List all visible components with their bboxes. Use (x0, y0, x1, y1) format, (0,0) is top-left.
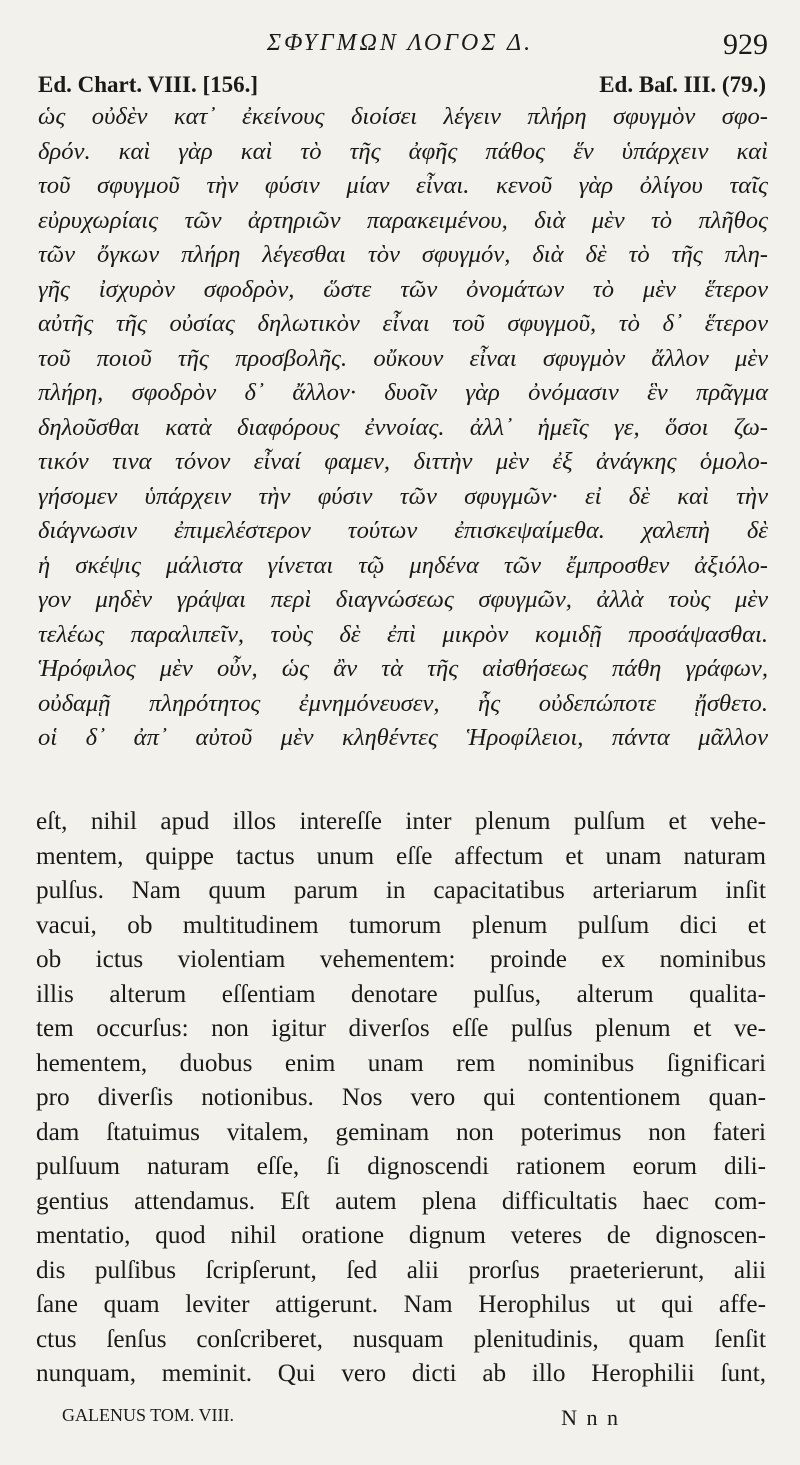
latin-text-line: pulſuum naturam eſſe, ſi dignoscendi rationem eorum dili- (36, 1153, 766, 1180)
greek-text-line: γον μηδὲν γράψαι περὶ διαγνώσεως σφυγμῶν, ἀλλὰ τοὺς μὲν (38, 586, 768, 613)
latin-text-line: pulſus. Nam quum parum in capacitatibus arteriarum inſit (36, 877, 766, 904)
latin-text-block (36, 805, 766, 1392)
latin-text-line: mentem, quippe tactus unum eſſe affectum et unam naturam (36, 842, 766, 870)
latin-text-line: pro diverſis notionibus. Nos vero qui contentionem quan- (36, 1084, 766, 1111)
latin-text-line: nunquam, meminit. Qui vero dicti ab illo Herophilii ſunt, (36, 1360, 766, 1387)
greek-text-line: δρόν. καὶ γὰρ καὶ τὸ τῆς ἀφῆς πάθος ἕν ὑπάρχειν καὶ (38, 137, 768, 165)
page-footer (62, 1405, 620, 1431)
latin-text-line: illis alterum eſſentiam denotare pulſus, alterum qualita- (36, 980, 766, 1008)
greek-text-line: αὐτῆς τῆς οὐσίας δηλωτικὸν εἶναι τοῦ σφυγμοῦ, τὸ δ᾽ ἕτερον (38, 310, 768, 337)
footer-signature: N n n (561, 1405, 620, 1430)
latin-text-line: tem occurſus: non igitur diverſos eſſe pulſus plenum et ve- (36, 1015, 766, 1042)
latin-text-line: dis pulſibus ſcripſerunt, ſed alii prorſus praeterierunt, alii (36, 1256, 766, 1284)
edition-basel-ref: Ed. Baſ. III. (79.) (599, 72, 766, 97)
greek-text-line: πλήρη, σφοδρὸν δ᾽ ἄλλον· δυοῖν γὰρ ὀνόμασιν ἓν πρᾶγμα (38, 379, 768, 406)
greek-text-line: διάγνωσιν ἐπιμελέστερον τούτων ἐπισκεψαίμεθα. χαλεπὴ δὲ (38, 517, 768, 544)
greek-text-block (38, 100, 768, 756)
greek-text-line: τοῦ ποιοῦ τῆς προσβολῆς. οὔκουν εἶναι σφυγμὸν ἄλλον μὲν (38, 344, 768, 372)
greek-text-line: τῶν ὄγκων πλήρη λέγεσθαι τὸν σφυγμόν, διὰ δὲ τὸ τῆς πλη- (38, 241, 768, 268)
latin-text-line: vacui, ob multitudinem tumorum plenum pulſum dici et (36, 911, 766, 939)
greek-text-line: εὐρυχωρίαις τῶν ἀρτηριῶν παρακειμένου, διὰ μὲν τὸ πλῆθος (38, 206, 768, 234)
page-number: 929 (723, 28, 768, 61)
latin-text-line: mentatio, quod nihil oratione dignum veteres de dignoscen- (36, 1222, 766, 1249)
greek-text-line: ἡ σκέψις μάλιστα γίνεται τῷ μηδένα τῶν ἔμπροσθεν ἀξιόλο- (38, 551, 768, 579)
latin-text-line: gentius attendamus. Eſt autem plena difficultatis haec com- (36, 1187, 766, 1215)
greek-text-line: οὐδαμῇ πληρότητος ἐμνημόνευσεν, ἧς οὐδεπώποτε ᾔσθετο. (38, 689, 768, 717)
latin-text-line: dam ſtatuimus vitalem, geminam non poterimus non fateri (36, 1118, 766, 1146)
greek-text-line: ὡς οὐδὲν κατ᾽ ἐκείνους διοίσει λέγειν πλήρη σφυγμὸν σφο- (38, 103, 768, 130)
running-title: ΣΦΥΓΜΩΝ ΛΟΓΟΣ Δ. (266, 30, 534, 56)
latin-text-line: hementem, duobus enim unam rem nominibus ſignificari (36, 1049, 766, 1077)
latin-text-line: ſane quam leviter attigerunt. Nam Herophilus ut qui affe- (36, 1291, 766, 1318)
latin-text-line: ctus ſenſus conſcriberet, nusquam plenitudinis, quam ſenſit (36, 1325, 766, 1353)
greek-text-line: τικόν τινα τόνον εἶναί φαμεν, διττὴν μὲν ἐξ ἀνάγκης ὁμολο- (38, 448, 768, 475)
greek-text-line: τελέως παραλιπεῖν, τοὺς δὲ ἐπὶ μικρὸν κομιδῇ προσάψασθαι. (38, 620, 768, 648)
latin-text-line: eſt, nihil apud illos intereſſe inter plenum pulſum et vehe- (36, 808, 766, 835)
greek-text-line: τοῦ σφυγμοῦ τὴν φύσιν μίαν εἶναι. κενοῦ γὰρ ὀλίγου ταῖς (38, 172, 768, 199)
edition-chart-ref: Ed. Chart. VIII. [156.] (38, 72, 259, 97)
greek-text-line: δηλοῦσθαι κατὰ διαφόρους ἐννοίας. ἀλλ᾽ ἡμεῖς γε, ὅσοι ζω- (38, 413, 768, 441)
greek-text-line: γήσομεν ὑπάρχειν τὴν φύσιν τῶν σφυγμῶν· εἰ δὲ καὶ τὴν (38, 482, 768, 510)
edition-line (38, 72, 766, 98)
footer-volume: GALENUS TOM. VIII. (62, 1405, 235, 1425)
latin-text-line: ob ictus violentiam vehementem: proinde ex nominibus (36, 946, 766, 973)
greek-text-line: γῆς ἰσχυρὸν σφοδρὸν, ὥστε τῶν ὀνομάτων τὸ μὲν ἕτερον (38, 275, 768, 303)
greek-text-line: οἱ δ᾽ ἀπ᾽ αὐτοῦ μὲν κληθέντες Ἡροφίλειοι, πάντα μᾶλλον (38, 724, 768, 751)
greek-text-line: Ἡρόφιλος μὲν οὖν, ὡς ἂν τὰ τῆς αἰσθήσεως πάθη γράφων, (38, 655, 768, 682)
